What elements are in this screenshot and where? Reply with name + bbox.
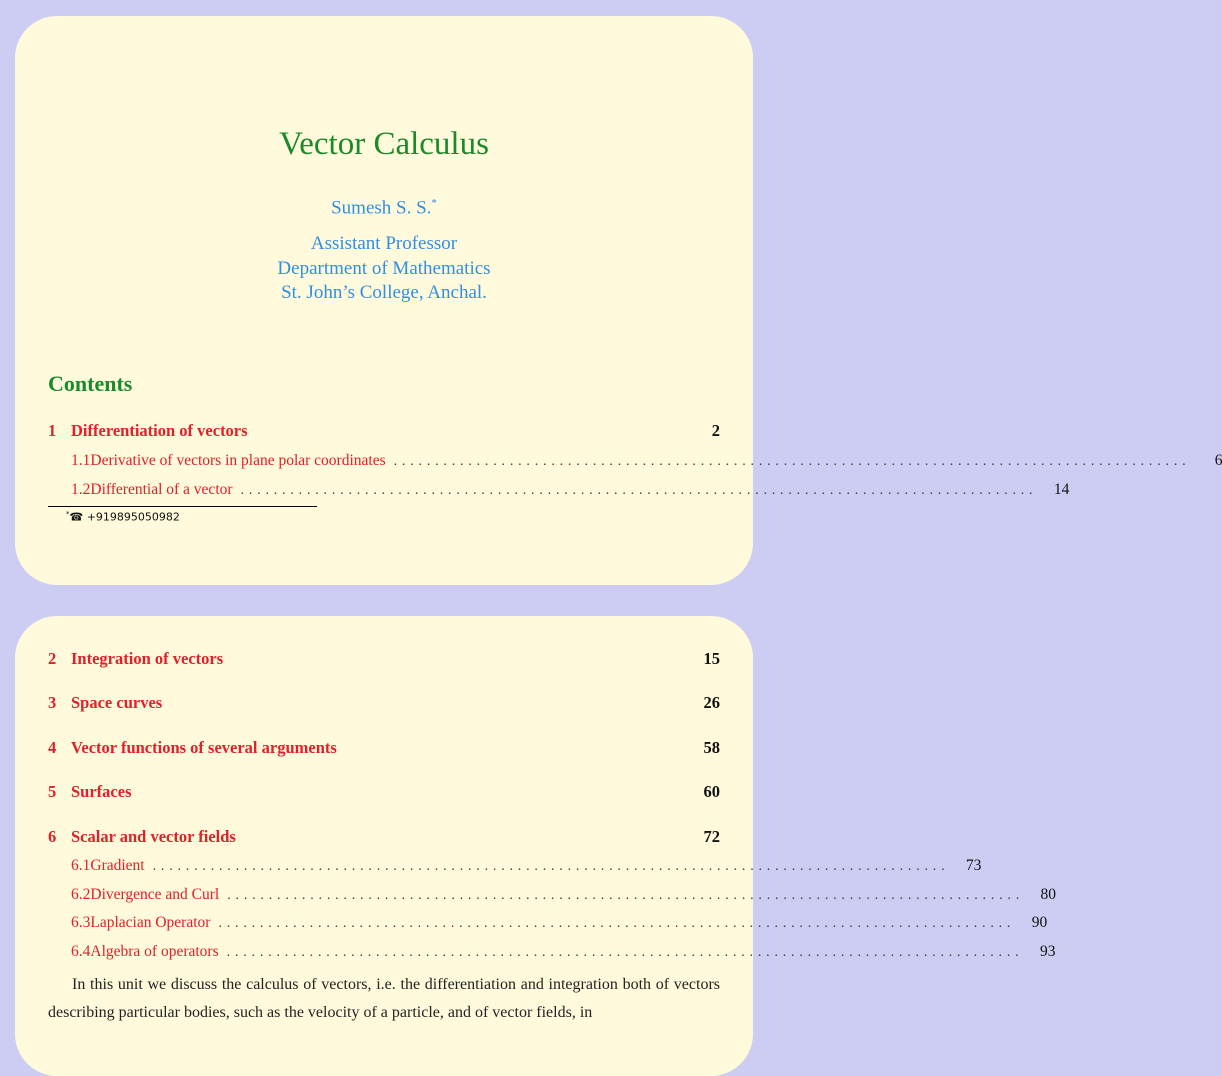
toc-leader: ................................................................................................: [226, 945, 1024, 960]
toc-label: Scalar and vector fields: [71, 827, 236, 846]
toc-number: 1.2: [71, 481, 91, 498]
toc-page: 14: [1053, 481, 1070, 498]
toc-number: 6.1: [71, 857, 91, 874]
toc-entry-fields[interactable]: [48, 827, 720, 847]
footnote: [66, 510, 180, 524]
toc-label: Laplacian Operator: [90, 914, 211, 931]
toc-page: 72: [703, 827, 720, 846]
toc-page: 2: [711, 421, 720, 440]
toc-label: Gradient: [90, 857, 145, 874]
toc-label: Derivative of vectors in plane polar coordinates: [90, 452, 386, 469]
toc-number: 3: [48, 693, 57, 712]
toc-entry-polar-coordinates[interactable]: [48, 452, 1222, 470]
toc-page: 26: [703, 693, 720, 712]
toc-entry-divergence-curl[interactable]: [48, 886, 1057, 904]
toc-entry-differentiation[interactable]: [48, 421, 720, 441]
toc-leader: ................................................................................................: [152, 859, 950, 874]
toc-leader: ................................................................................................: [227, 888, 1025, 903]
toc-entry-several-arguments[interactable]: [48, 738, 720, 758]
toc-entry-space-curves[interactable]: [48, 693, 720, 713]
toc-entry-surfaces[interactable]: [48, 782, 720, 802]
toc-page: 80: [1040, 886, 1057, 903]
toc-label: Differential of a vector: [90, 481, 233, 498]
toc-number: 4: [48, 738, 57, 757]
toc-number: 6: [48, 827, 57, 846]
toc-page: 90: [1031, 914, 1048, 931]
author-name: Sumesh S. S.*: [331, 197, 437, 219]
toc-number: 1.1: [71, 452, 91, 469]
toc-entry-differential[interactable]: [48, 481, 1070, 499]
body-paragraph: In this unit we discuss the calculus of vectors, i.e. the differentiation and integration both of vectors describing particular bodies, such as the velocity of a particle, and of vector fields, in: [48, 976, 720, 1021]
toc-label: Surfaces: [71, 782, 132, 801]
affiliation-line: Assistant Professor: [310, 233, 458, 254]
toc-number: 6.4: [71, 943, 91, 960]
toc-page: 15: [703, 649, 720, 668]
author-footnote-mark[interactable]: *: [431, 197, 437, 209]
toc-number: 1: [48, 421, 57, 440]
page-1: [15, 16, 1222, 585]
toc-leader: ................................................................................................: [218, 916, 1016, 931]
toc-page: 93: [1039, 943, 1056, 960]
phone-number: ☎ +919895050982: [69, 510, 180, 524]
footnote-mark: *: [66, 510, 70, 518]
toc-number: 2: [48, 649, 57, 668]
toc-page: 6: [1214, 452, 1222, 469]
toc-label: Integration of vectors: [71, 649, 224, 668]
toc-entry-gradient[interactable]: [48, 857, 982, 875]
toc-label: Differentiation of vectors: [71, 421, 248, 440]
affiliation-line: Department of Mathematics: [277, 257, 491, 279]
toc-entry-algebra-operators[interactable]: [48, 943, 1056, 961]
page-2: [15, 616, 1057, 1076]
document-title: Vector Calculus: [279, 126, 489, 162]
toc-label: Vector functions of several arguments: [71, 738, 337, 757]
toc-label: Algebra of operators: [90, 943, 219, 960]
toc-entry-laplacian[interactable]: [48, 914, 1048, 932]
toc-label: Divergence and Curl: [90, 886, 220, 903]
toc-number: 5: [48, 782, 57, 801]
toc-page: 58: [703, 738, 720, 757]
toc-leader: ................................................................................................: [393, 454, 1191, 469]
toc-number: 6.3: [71, 914, 91, 931]
footnote-rule: [48, 506, 317, 507]
toc-entry-integration[interactable]: [48, 649, 720, 669]
contents-heading: Contents: [48, 371, 133, 396]
toc-page: 60: [703, 782, 720, 801]
toc-page: 73: [965, 857, 982, 874]
affiliation-line: St. John’s College, Anchal.: [281, 282, 487, 303]
toc-label: Space curves: [71, 693, 163, 712]
affiliation: [15, 232, 753, 306]
toc-number: 6.2: [71, 886, 91, 903]
toc-leader: ................................................................................................: [240, 483, 1038, 498]
